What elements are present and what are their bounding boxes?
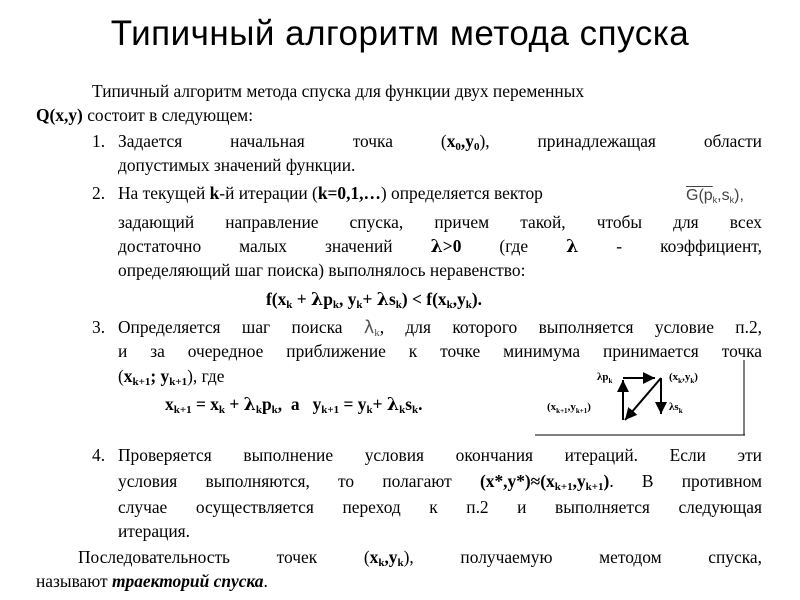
- label-xy: $(x_k,y_k)$: [669, 371, 698, 385]
- step4-line-1: Проверяется выполнение условия окончания итераций. Если эти: [118, 445, 762, 465]
- step2-line-3: достаточно малых значений λ>0 (где λ - коэффициент,: [118, 236, 762, 257]
- step3-line-1: Определяется шаг поиска $\lambda_k$, для которого выполняется условие п.2,: [118, 317, 762, 339]
- label-next-point: $(x_{k+1},y_{k+1})$: [547, 401, 591, 415]
- step-diagram: [535, 360, 745, 436]
- step1-line-2: допустимых значений функции.: [118, 155, 356, 175]
- step4-line-3: случае осуществляется переход к п.2 и выполняется следующая: [118, 497, 762, 517]
- step3-line-3: ($x_{k+1}$; $y_{k+1}$), где: [118, 366, 225, 388]
- step2-line-4: определяющий шаг поиска) выполнялось неравенство:: [118, 260, 526, 280]
- page-title: Типичный алгоритм метода спуска: [110, 14, 690, 53]
- step4-line-2: условия выполняются, то полагают $(x*,y*)\approx(x_{k+1},y_{k+1})$. В противном: [118, 471, 762, 493]
- list-number: 1.: [92, 131, 106, 151]
- function-name: Q(x,y): [36, 105, 83, 125]
- list-number: 3.: [92, 317, 106, 337]
- label-lambda-s: $\lambda s_k$: [669, 401, 683, 415]
- arrow-diagonal: [625, 378, 661, 420]
- intro-text: Типичный алгоритм метода спуска для функции двух переменных: [92, 81, 585, 101]
- step3-line-2: и за очередное приближение к точке минимума принимается точка: [118, 341, 762, 361]
- closing-line-2: называют траекторий спуска.: [36, 571, 268, 591]
- label-lambda-p: $\lambda p_k$: [597, 371, 613, 385]
- update-formula: $x_{k+1} = x_k + \lambda_kp_k$, а $y_{k+1} = y_k+ \lambda_ks_k$.: [165, 394, 423, 416]
- list-number: 2.: [92, 183, 106, 203]
- inequality-formula: $f(x_k + \lambda p_k$, $y_k+ \lambda s_k) < f(x_k,y_k)$.: [266, 289, 483, 311]
- step4-line-4: итерация.: [118, 521, 190, 541]
- step1-line-1: Задается начальная точка $(x_0,y_0)$, принадлежащая области: [118, 131, 762, 153]
- intro-line-1: [92, 80, 584, 103]
- closing-line-1: Последовательность точек $(x_k,y_k)$, получаемую методом спуска,: [78, 547, 762, 569]
- term-trajectory: траекторий спуска: [112, 571, 264, 591]
- step2-line-2: задающий направление спуска, причем такой, чтобы для всех: [118, 212, 762, 232]
- vector-g: $G(p_k,s_k)$,: [686, 187, 744, 205]
- step2-line-1: На текущей k-й итерации (k=0,1,…) определяется вектор: [118, 183, 543, 203]
- list-number: 4.: [92, 445, 106, 465]
- intro-line-2: Q(x,y) состоит в следующем:: [36, 105, 254, 125]
